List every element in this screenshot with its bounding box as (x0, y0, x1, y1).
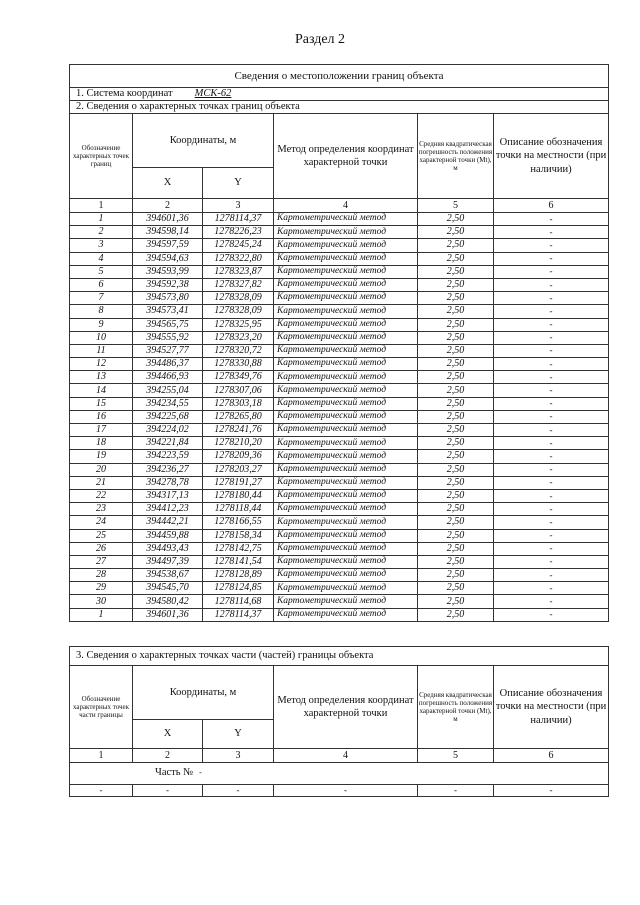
table-row (70, 318, 609, 331)
cell-e: 2,50 (418, 450, 494, 463)
cell-y: 1278245,24 (203, 239, 274, 252)
cell-e: 2,50 (418, 516, 494, 529)
cell-n: 14 (70, 384, 133, 397)
cell-m: Картометрический метод (274, 595, 418, 608)
empty-cell: - (494, 785, 609, 797)
cell-n: 4 (70, 252, 133, 265)
cell-x: 394255,04 (133, 384, 203, 397)
cell-x: 394493,43 (133, 542, 203, 555)
cell-d: - (494, 226, 609, 239)
empty-cell: - (203, 785, 274, 797)
cell-x: 394597,59 (133, 239, 203, 252)
cell-n: 21 (70, 476, 133, 489)
header-point-designation: Обозначение характерных точек границ (70, 114, 133, 199)
cell-m: Картометрический метод (274, 252, 418, 265)
cell-x: 394317,13 (133, 489, 203, 502)
cell-m: Картометрический метод (274, 529, 418, 542)
section3-label: 3. Сведения о характерных точках части (частей) границы объекта (70, 647, 609, 666)
cell-y: 1278114,37 (203, 213, 274, 226)
cell-m: Картометрический метод (274, 331, 418, 344)
cell-e: 2,50 (418, 344, 494, 357)
cell-e: 2,50 (418, 582, 494, 595)
cell-x: 394555,92 (133, 331, 203, 344)
cell-d: - (494, 424, 609, 437)
table-row (70, 437, 609, 450)
table-row (70, 371, 609, 384)
cell-d: - (494, 542, 609, 555)
empty-row (70, 785, 609, 797)
cell-m: Картометрический метод (274, 292, 418, 305)
cell-m: Картометрический метод (274, 503, 418, 516)
cell-n: 19 (70, 450, 133, 463)
cell-x: 394223,59 (133, 450, 203, 463)
cell-m: Картометрический метод (274, 542, 418, 555)
cell-e: 2,50 (418, 595, 494, 608)
cell-n: 8 (70, 305, 133, 318)
coordinate-system-row (70, 88, 609, 101)
cell-y: 1278328,09 (203, 305, 274, 318)
cell-y: 1278141,54 (203, 555, 274, 568)
cell-d: - (494, 582, 609, 595)
cell-y: 1278226,23 (203, 226, 274, 239)
cell-e: 2,50 (418, 424, 494, 437)
section2-label: 2. Сведения о характерных точках границ объекта (70, 101, 609, 114)
cell-n: 10 (70, 331, 133, 344)
cell-n: 15 (70, 397, 133, 410)
table-row (70, 226, 609, 239)
cell-m: Картометрический метод (274, 437, 418, 450)
cell-e: 2,50 (418, 213, 494, 226)
cell-y: 1278124,85 (203, 582, 274, 595)
cell-x: 394601,36 (133, 213, 203, 226)
cell-m: Картометрический метод (274, 265, 418, 278)
cell-d: - (494, 489, 609, 502)
cell-y: 1278307,06 (203, 384, 274, 397)
cell-y: 1278323,20 (203, 331, 274, 344)
column-number: 6 (494, 199, 609, 213)
cell-n: 6 (70, 278, 133, 291)
cell-x: 394538,67 (133, 569, 203, 582)
cell-d: - (494, 278, 609, 291)
cell-d: - (494, 371, 609, 384)
cell-e: 2,50 (418, 371, 494, 384)
cell-n: 20 (70, 463, 133, 476)
cell-y: 1278180,44 (203, 489, 274, 502)
cell-n: 29 (70, 582, 133, 595)
cell-n: 27 (70, 555, 133, 568)
cell-d: - (494, 450, 609, 463)
cell-n: 9 (70, 318, 133, 331)
cell-m: Картометрический метод (274, 410, 418, 423)
cell-y: 1278114,68 (203, 595, 274, 608)
cell-e: 2,50 (418, 252, 494, 265)
cell-n: 17 (70, 424, 133, 437)
cell-m: Картометрический метод (274, 582, 418, 595)
cell-y: 1278114,37 (203, 608, 274, 621)
cell-m: Картометрический метод (274, 476, 418, 489)
table-row (70, 450, 609, 463)
table-row (70, 384, 609, 397)
cell-n: 26 (70, 542, 133, 555)
empty-cell: - (133, 785, 203, 797)
table-row (70, 397, 609, 410)
cell-n: 7 (70, 292, 133, 305)
cell-y: 1278325,95 (203, 318, 274, 331)
cell-e: 2,50 (418, 292, 494, 305)
empty-cell: - (70, 785, 133, 797)
cell-n: 22 (70, 489, 133, 502)
table-title: Сведения о местоположении границ объекта (70, 65, 609, 88)
page-title: Раздел 2 (294, 32, 346, 47)
cell-e: 2,50 (418, 239, 494, 252)
table-row (70, 358, 609, 371)
cell-y: 1278327,82 (203, 278, 274, 291)
cell-e: 2,50 (418, 305, 494, 318)
cell-y: 1278322,80 (203, 252, 274, 265)
cell-d: - (494, 608, 609, 621)
cell-d: - (494, 239, 609, 252)
cell-x: 394601,36 (133, 608, 203, 621)
table-row (70, 278, 609, 291)
cell-x: 394459,88 (133, 529, 203, 542)
cell-m: Картометрический метод (274, 239, 418, 252)
cell-d: - (494, 516, 609, 529)
cell-x: 394486,37 (133, 358, 203, 371)
cell-d: - (494, 397, 609, 410)
cell-e: 2,50 (418, 463, 494, 476)
cell-y: 1278142,75 (203, 542, 274, 555)
boundary-table (69, 64, 609, 622)
header-x: X (133, 168, 203, 199)
cell-y: 1278328,09 (203, 292, 274, 305)
cell-e: 2,50 (418, 608, 494, 621)
column-number: 1 (70, 199, 133, 213)
column-number: 5 (418, 199, 494, 213)
table-row (70, 331, 609, 344)
cell-n: 12 (70, 358, 133, 371)
column-number: 3 (203, 199, 274, 213)
cell-e: 2,50 (418, 358, 494, 371)
cell-d: - (494, 463, 609, 476)
part-number-row (70, 763, 609, 785)
table-row (70, 410, 609, 423)
cell-m: Картометрический метод (274, 226, 418, 239)
column-number: 3 (203, 749, 274, 763)
cell-d: - (494, 476, 609, 489)
cell-e: 2,50 (418, 318, 494, 331)
cell-x: 394573,41 (133, 305, 203, 318)
cell-e: 2,50 (418, 226, 494, 239)
cell-d: - (494, 410, 609, 423)
header-x: X (133, 720, 203, 749)
cell-d: - (494, 555, 609, 568)
cell-n: 13 (70, 371, 133, 384)
cell-m: Картометрический метод (274, 344, 418, 357)
cell-e: 2,50 (418, 384, 494, 397)
cell-x: 394278,78 (133, 476, 203, 489)
cell-x: 394466,93 (133, 371, 203, 384)
cell-e: 2,50 (418, 437, 494, 450)
cell-e: 2,50 (418, 410, 494, 423)
cell-y: 1278158,34 (203, 529, 274, 542)
cell-y: 1278265,80 (203, 410, 274, 423)
cell-d: - (494, 305, 609, 318)
cell-n: 2 (70, 226, 133, 239)
cell-n: 16 (70, 410, 133, 423)
cell-e: 2,50 (418, 331, 494, 344)
cell-d: - (494, 595, 609, 608)
cell-m: Картометрический метод (274, 213, 418, 226)
header-error: Средняя квадратическая погрешность положения характерной точки (Mt), м (418, 666, 494, 749)
cell-m: Картометрический метод (274, 305, 418, 318)
column-numbers-row (70, 749, 609, 763)
table-row (70, 305, 609, 318)
table-row (70, 252, 609, 265)
cell-x: 394224,02 (133, 424, 203, 437)
empty-cell: - (418, 785, 494, 797)
header-description: Описание обозначения точки на местности (при наличии) (494, 666, 609, 749)
column-number: 4 (274, 199, 418, 213)
cell-d: - (494, 437, 609, 450)
cell-m: Картометрический метод (274, 384, 418, 397)
cell-y: 1278323,87 (203, 265, 274, 278)
table-row (70, 569, 609, 582)
header-error: Средняя квадратическая погрешность положения характерной точки (Mt), м (418, 114, 494, 199)
column-number: 2 (133, 749, 203, 763)
cell-d: - (494, 292, 609, 305)
cell-x: 394593,99 (133, 265, 203, 278)
cell-n: 25 (70, 529, 133, 542)
part-value: - (199, 768, 202, 778)
column-number: 6 (494, 749, 609, 763)
cell-y: 1278203,27 (203, 463, 274, 476)
table-row (70, 516, 609, 529)
cell-x: 394412,23 (133, 503, 203, 516)
cell-e: 2,50 (418, 503, 494, 516)
cell-e: 2,50 (418, 265, 494, 278)
cell-m: Картометрический метод (274, 318, 418, 331)
cell-m: Картометрический метод (274, 489, 418, 502)
cell-x: 394221,84 (133, 437, 203, 450)
cell-m: Картометрический метод (274, 463, 418, 476)
header-description: Описание обозначения точки на местности (при наличии) (494, 114, 609, 199)
cell-n: 28 (70, 569, 133, 582)
cell-m: Картометрический метод (274, 569, 418, 582)
cell-d: - (494, 384, 609, 397)
cell-x: 394497,39 (133, 555, 203, 568)
cell-n: 11 (70, 344, 133, 357)
cell-n: 3 (70, 239, 133, 252)
cell-e: 2,50 (418, 569, 494, 582)
cell-d: - (494, 529, 609, 542)
coordinate-system-label: 1. Система координат (76, 87, 173, 99)
cell-y: 1278349,76 (203, 371, 274, 384)
cell-e: 2,50 (418, 555, 494, 568)
part-boundary-table (69, 646, 609, 797)
cell-n: 1 (70, 213, 133, 226)
cell-x: 394527,77 (133, 344, 203, 357)
table-row (70, 529, 609, 542)
cell-x: 394580,42 (133, 595, 203, 608)
cell-x: 394234,55 (133, 397, 203, 410)
table-row (70, 424, 609, 437)
column-number: 1 (70, 749, 133, 763)
cell-m: Картометрический метод (274, 608, 418, 621)
header-coordinates: Координаты, м (133, 114, 274, 168)
cell-m: Картометрический метод (274, 358, 418, 371)
cell-x: 394442,21 (133, 516, 203, 529)
table-row (70, 542, 609, 555)
cell-n: 18 (70, 437, 133, 450)
table-row (70, 503, 609, 516)
cell-d: - (494, 331, 609, 344)
cell-y: 1278210,20 (203, 437, 274, 450)
cell-n: 1 (70, 608, 133, 621)
coordinate-system-value: МСК-62 (194, 87, 232, 99)
cell-m: Картометрический метод (274, 555, 418, 568)
column-number: 4 (274, 749, 418, 763)
part-label: Часть № (155, 767, 194, 779)
cell-d: - (494, 503, 609, 516)
cell-y: 1278241,76 (203, 424, 274, 437)
cell-m: Картометрический метод (274, 450, 418, 463)
cell-n: 5 (70, 265, 133, 278)
header-coordinates: Координаты, м (133, 666, 274, 720)
cell-m: Картометрический метод (274, 397, 418, 410)
empty-cell: - (274, 785, 418, 797)
cell-x: 394565,75 (133, 318, 203, 331)
table-row (70, 608, 609, 621)
cell-n: 24 (70, 516, 133, 529)
cell-y: 1278191,27 (203, 476, 274, 489)
cell-n: 30 (70, 595, 133, 608)
table-row (70, 476, 609, 489)
cell-y: 1278128,89 (203, 569, 274, 582)
cell-x: 394236,27 (133, 463, 203, 476)
header-part-point-designation: Обозначение характерных точек части границы (70, 666, 133, 749)
cell-e: 2,50 (418, 529, 494, 542)
table-row (70, 489, 609, 502)
cell-m: Картометрический метод (274, 278, 418, 291)
cell-x: 394225,68 (133, 410, 203, 423)
cell-e: 2,50 (418, 489, 494, 502)
cell-d: - (494, 358, 609, 371)
cell-m: Картометрический метод (274, 424, 418, 437)
cell-d: - (494, 252, 609, 265)
table-row (70, 292, 609, 305)
header-y: Y (203, 168, 274, 199)
cell-y: 1278320,72 (203, 344, 274, 357)
cell-e: 2,50 (418, 476, 494, 489)
cell-x: 394573,80 (133, 292, 203, 305)
header-method: Метод определения координат характерной точки (274, 666, 418, 749)
table-row (70, 555, 609, 568)
cell-y: 1278118,44 (203, 503, 274, 516)
table-row (70, 463, 609, 476)
header-method: Метод определения координат характерной точки (274, 114, 418, 199)
cell-x: 394545,70 (133, 582, 203, 595)
table-row (70, 239, 609, 252)
cell-y: 1278209,36 (203, 450, 274, 463)
cell-y: 1278330,88 (203, 358, 274, 371)
cell-m: Картометрический метод (274, 516, 418, 529)
cell-x: 394594,63 (133, 252, 203, 265)
cell-m: Картометрический метод (274, 371, 418, 384)
header-y: Y (203, 720, 274, 749)
cell-x: 394598,14 (133, 226, 203, 239)
table-row (70, 213, 609, 226)
table-row (70, 265, 609, 278)
table-row (70, 582, 609, 595)
column-number: 2 (133, 199, 203, 213)
cell-e: 2,50 (418, 278, 494, 291)
column-number: 5 (418, 749, 494, 763)
table-row (70, 595, 609, 608)
cell-e: 2,50 (418, 397, 494, 410)
cell-x: 394592,38 (133, 278, 203, 291)
cell-d: - (494, 213, 609, 226)
cell-d: - (494, 318, 609, 331)
cell-d: - (494, 344, 609, 357)
cell-y: 1278303,18 (203, 397, 274, 410)
cell-e: 2,50 (418, 542, 494, 555)
cell-d: - (494, 265, 609, 278)
column-numbers-row (70, 199, 609, 213)
table-row (70, 344, 609, 357)
cell-n: 23 (70, 503, 133, 516)
cell-y: 1278166,55 (203, 516, 274, 529)
cell-d: - (494, 569, 609, 582)
